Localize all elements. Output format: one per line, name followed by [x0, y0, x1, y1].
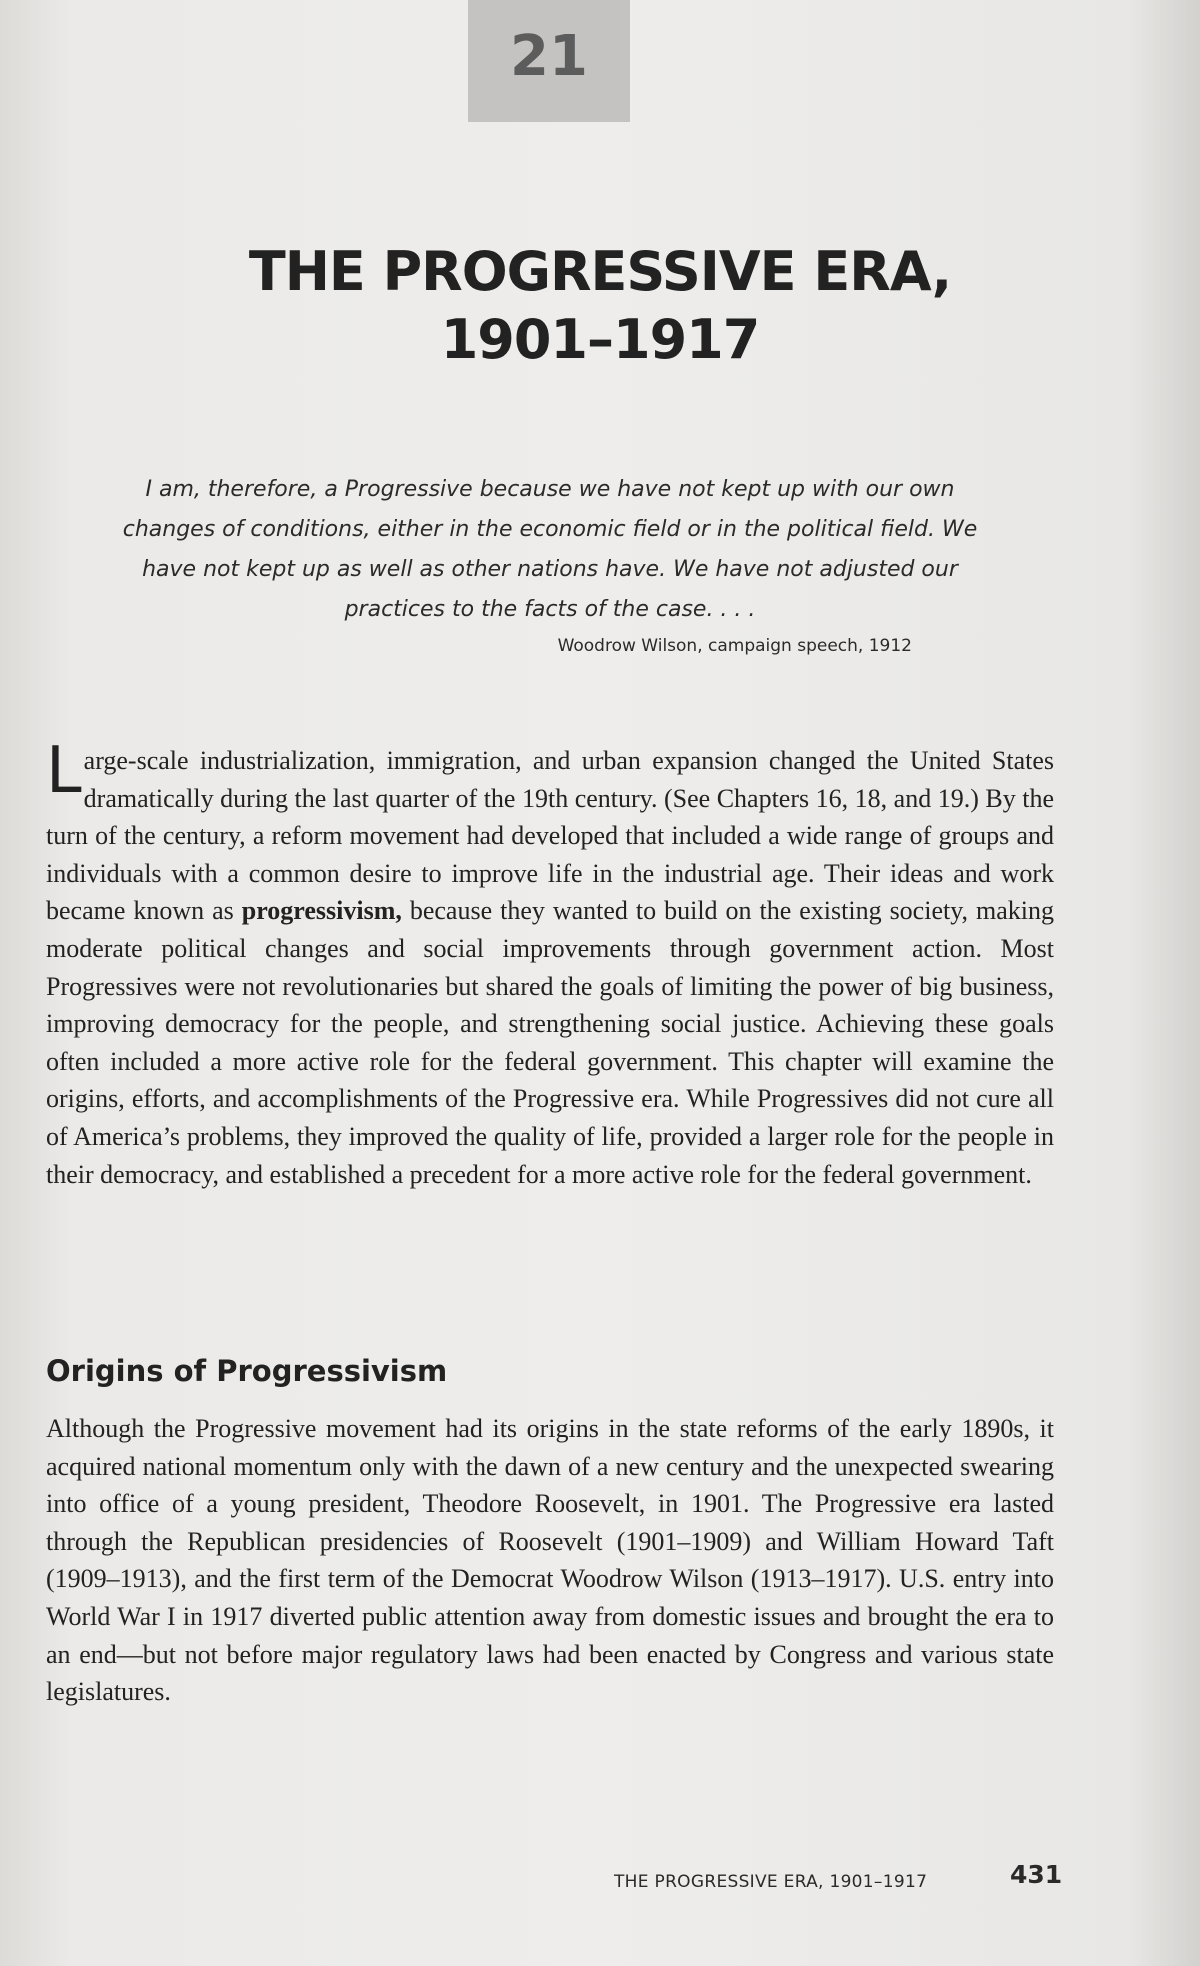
drop-cap: L	[46, 734, 82, 808]
section-paragraph: Although the Progressive movement had its origins in the state reforms of the early 1890s, it acquired national momentum only with the dawn of a new century and the unexpected swearing into office of a young president, Theodore Roosevelt, in 1901. The Progressive era lasted through the Republican presidencies of Roosevelt (1901–1909) and William Howard Taft (1909–1913), and the first term of the Democrat Woodrow Wilson (1913–1917). U.S. entry into World War I in 1917 diverted public attention away from domestic issues and brought the era to an end—but not before major regulatory laws had been enacted by Congress and various state legislatures.	[46, 1414, 1054, 1707]
running-footer-title: THE PROGRESSIVE ERA, 1901–1917	[614, 1872, 928, 1892]
chapter-title-line-2: 1901–1917	[440, 308, 760, 371]
section-heading: Origins of Progressivism	[46, 1354, 448, 1388]
page-number: 431	[1010, 1860, 1063, 1889]
intro-paragraph	[46, 734, 1054, 1193]
epigraph-attribution: Woodrow Wilson, campaign speech, 1912	[557, 636, 912, 656]
chapter-number-tab	[468, 0, 630, 122]
chapter-number: 21	[510, 23, 588, 89]
chapter-title	[100, 238, 1100, 374]
key-term-progressivism: progressivism,	[241, 896, 402, 926]
chapter-title-line-1: THE PROGRESSIVE ERA,	[248, 240, 952, 303]
intro-text-1: arge-scale industrialization, immigration, and urban expansion changed the United States dramatically during the last quarter of the 19th century. (See Chapters 16, 18, and 19.) By the turn of the century, a reform movement had developed that included a wide range of groups and individuals with a common desire to improve life in the industrial age. Their ideas and work became known as	[46, 746, 1054, 926]
intro-text-2: because they wanted to build on the existing society, making moderate political changes and social improvements through government action. Most Progressives were not revolutionaries but shared the goals of limiting the power of big business, improving democracy for the people, and strengthening social justice. Achieving these goals often included a more active role for the federal government. This chapter will examine the origins, efforts, and accomplishments of the Progressive era. While Progressives did not cure all of America’s problems, they improved the quality of life, provided a larger role for the people in their democracy, and established a precedent for a more active role for the federal government.	[46, 896, 1054, 1189]
epigraph-quote: I am, therefore, a Progressive because we have not kept up with our own changes of conditions, either in the economic field or in the political field. We have not kept up as well as other nations have. We have not adjusted our practices to the facts of the case. . . .	[122, 477, 978, 622]
